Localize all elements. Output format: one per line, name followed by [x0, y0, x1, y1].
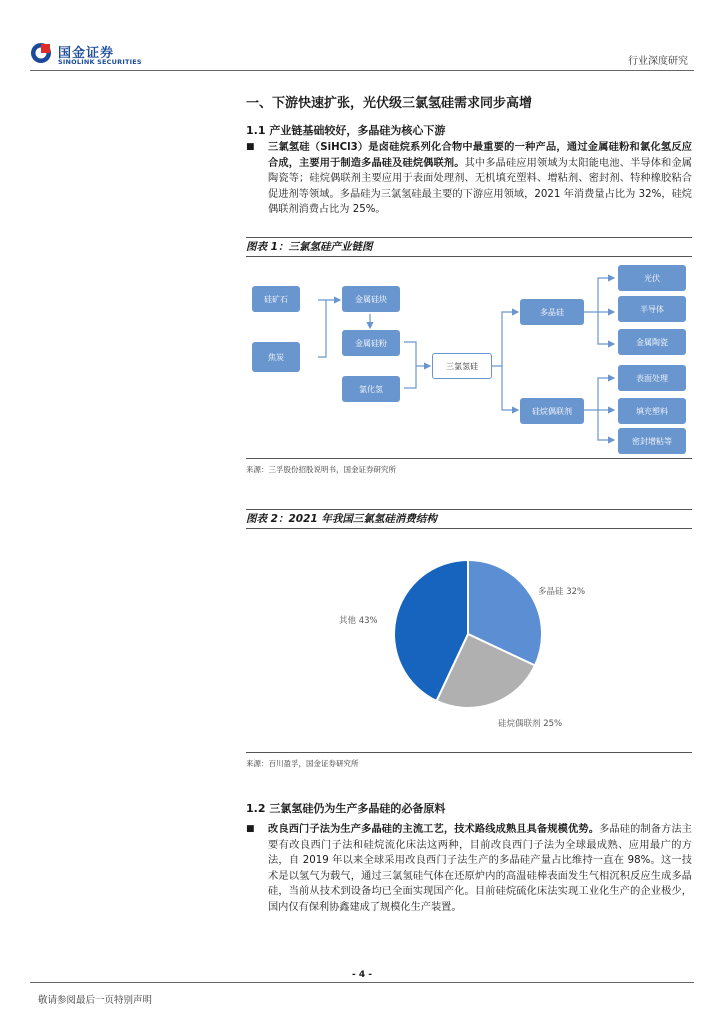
paragraph-1	[246, 140, 692, 218]
node-metal-silicon: 金属硅块	[342, 286, 400, 312]
node-cermet: 金属陶瓷	[618, 329, 686, 355]
node-polysilicon: 多晶硅	[520, 299, 584, 325]
subsection-title-2: 1.2 三氯氢硅仍为生产多晶硅的必备原料	[246, 802, 446, 815]
disclaimer-link[interactable]: 敬请参阅最后一页特别声明	[38, 995, 153, 1006]
section-title: 一、下游快速扩张，光伏级三氯氢硅需求同步高增	[246, 96, 533, 111]
paragraph-2-lead: 改良西门子法为生产多晶硅的主流工艺，技术路线成熟且具备规模优势。	[268, 824, 600, 835]
pie-label-0: 多晶硅 32%	[538, 587, 586, 597]
report-type: 行业深度研究	[628, 56, 688, 67]
node-silane-coupling: 硅烷偶联剂	[520, 398, 584, 424]
figure-1-title: 图表 1：三氯氢硅产业链图	[246, 237, 692, 257]
figure-2-source: 来源：百川盈孚，国金证券研究所	[246, 759, 359, 768]
header-divider	[30, 70, 694, 71]
node-metal-silicon-powder: 金属硅粉	[342, 330, 400, 356]
paragraph-1-lead: 三氯氢硅（SiHCl3）是卤硅烷系列化合物中最重要的一种产品，通过金属硅粉和氯化氢反应合成，主要用于制造多晶硅及硅烷偶联剂。	[268, 142, 692, 169]
node-sealant-tackifier: 密封增粘等	[618, 428, 686, 454]
node-hydrogen-chloride: 氯化氢	[342, 376, 400, 402]
figure-2-bottom-rule	[246, 752, 692, 753]
paragraph-1-body: 其中多晶硅应用领域为太阳能电池、半导体和金属陶瓷等；硅烷偶联剂主要应用于表面处理剂、无机填充塑料、增粘剂、密封剂、特种橡胶粘合促进剂等领域。多晶硅为三氯氢硅最主要的下游应用领域，2021 年消费量占比为 32%，硅烷偶联剂消费占比为 25%。	[268, 157, 692, 216]
consumption-pie-chart	[246, 530, 692, 746]
figure-1-bottom-rule	[246, 458, 692, 459]
node-trichlorosilane: 三氯氢硅	[432, 353, 492, 379]
logo-icon	[30, 42, 52, 64]
node-silicon-ore: 硅矿石	[252, 286, 300, 312]
paragraph-2-body: 多晶硅的制备方法主要有改良西门子法和硅烷流化床法这两种，目前改良西门子法为全球最成熟、应用最广的方法，自 2019 年以来全球采用改良西门子法生产的多晶硅产量占比维持一直在 98%。这一技术是以氢气为载气，通过三氯氢硅气体在还原炉内的高温硅棒表面发生气相沉积反应生成多晶硅，当前从技术到设备均已全面实现国产化。目前硅烷硫化床法实现工业化生产的企业极少，国内仅有保利协鑫建成了规模化生产装置。	[268, 824, 692, 913]
paragraph-2	[246, 822, 692, 916]
bullet-icon: ■	[246, 142, 255, 152]
pie-label-2: 其他 43%	[339, 616, 378, 626]
figure-2-title: 图表 2：2021 年我国三氯氢硅消费结构	[246, 509, 692, 529]
logo-text-cn: 国金证券	[58, 46, 115, 61]
node-filled-plastic: 填充塑料	[618, 398, 686, 424]
page-number: - 4 -	[352, 970, 372, 980]
bullet-icon: ■	[246, 824, 255, 834]
subsection-title: 1.1 产业链基础较好，多晶硅为核心下游	[246, 124, 446, 137]
node-surface-treatment: 表面处理	[618, 365, 686, 391]
pie-label-1: 硅烷偶联剂 25%	[498, 719, 563, 729]
footer-divider	[30, 982, 694, 983]
node-semiconductor: 半导体	[618, 296, 686, 322]
logo-text-en: SINOLINK SECURITIES	[58, 58, 142, 66]
figure-1-source: 来源：三孚股份招股说明书，国金证券研究所	[246, 465, 396, 474]
node-photovoltaic: 光伏	[618, 265, 686, 291]
node-coke: 焦炭	[252, 342, 300, 372]
